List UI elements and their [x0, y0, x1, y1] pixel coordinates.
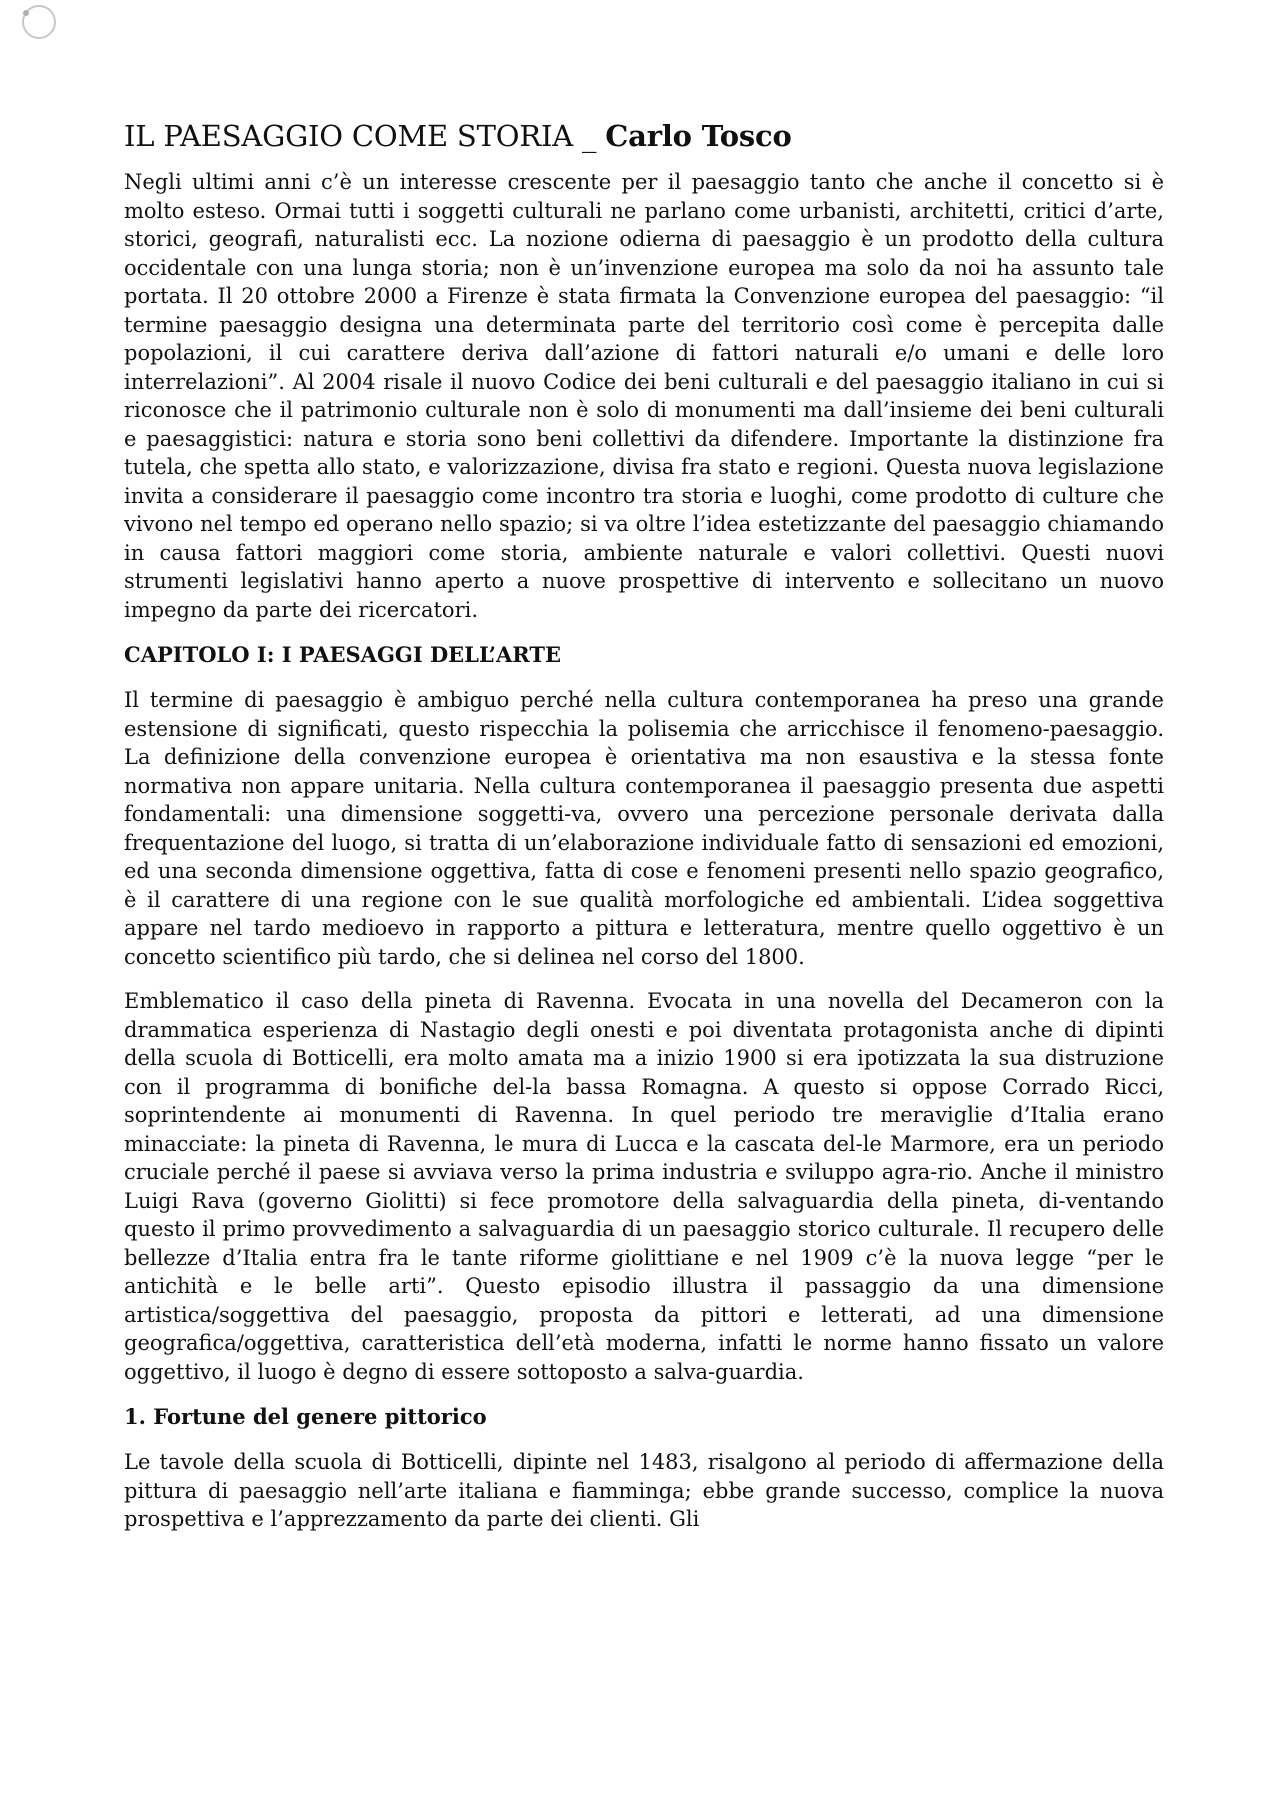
- title-main: IL PAESAGGIO COME STORIA _: [124, 119, 606, 153]
- chapter-heading: CAPITOLO I: I PAESAGGI DELL’ARTE: [124, 642, 561, 668]
- chapter-paragraph-2: Emblematico il caso della pineta di Ravenna. Evocata in una novella del Decameron con la drammatica esperienza di Nastagio degli onesti e poi diventata protagonista anche di dipinti della scuola di Botticelli, era molto amata ma a inizio 1900 si era ipotizzata la sua distruzione con il programma di bonifiche del-la bassa Romagna. A questo si oppose Corrado Ricci, soprintendente ai monumenti di Ravenna. In quel periodo tre meraviglie d’Italia erano minacciate: la pineta di Ravenna, le mura di Lucca e la cascata del-le Marmore, era un periodo cruciale perché il paese si avviava verso la prima industria e sviluppo agra-rio. Anche il ministro Luigi Rava (governo Giolitti) si fece promotore della salvaguardia della pineta, di-ventando questo il primo provvedimento a salvaguardia di un paesaggio storico culturale. Il recupero delle bellezze d’Italia entra fra le tante riforme giolittiane e nel 1909 c’è la nuova legge “per le antichità e le belle arti”. Questo episodio illustra il passaggio da una dimensione artistica/soggettiva del paesaggio, proposta da pittori e letterati, ad una dimensione geografica/oggettiva, caratteristica dell’età moderna, infatti le norme hanno fissato un valore oggettivo, il luogo è degno di essere sottoposto a salva-guardia.: [124, 989, 1164, 1384]
- intro-paragraph: Negli ultimi anni c’è un interesse crescente per il paesaggio tanto che anche il concetto si è molto esteso. Ormai tutti i soggetti culturali ne parlano come urbanisti, architetti, critici d’arte, storici, geografi, naturalisti ecc. La nozione odierna di paesaggio è un prodotto della cultura occidentale con una lunga storia; non è un’invenzione europea ma solo da noi ha assunto tale portata. Il 20 ottobre 2000 a Firenze è stata firmata la Convenzione europea del paesaggio: “il termine paesaggio designa una determinata parte del territorio così come è percepita dalle popolazioni, il cui carattere deriva dall’azione di fattori naturali e/o umani e delle loro interrelazioni”. Al 2004 risale il nuovo Codice dei beni culturali e del paesaggio italiano in cui si riconosce che il patrimonio culturale non è solo di monumenti ma dall’insieme dei beni culturali e paesaggistici: natura e storia sono beni collettivi da difendere. Importante la distinzione fra tutela, che spetta allo stato, e valorizzazione, divisa fra stato e regioni. Questa nuova legislazione invita a considerare il paesaggio come incontro tra storia e luoghi, come prodotto di culture che vivono nel tempo ed operano nello spazio; si va oltre l’idea estetizzante del paesaggio chiamando in causa fattori maggiori come storia, ambiente naturale e valori collettivi. Questi nuovi strumenti legislativi hanno aperto a nuove prospettive di intervento e sollecitano un nuovo impegno da parte dei ricercatori.: [124, 170, 1164, 622]
- section-heading: 1. Fortune del genere pittorico: [124, 1404, 487, 1430]
- section-paragraph-1: Le tavole della scuola di Botticelli, dipinte nel 1483, risalgono al periodo di affermazione della pittura di paesaggio nell’arte italiana e fiamminga; ebbe grande successo, complice la nuova prospettiva e l’apprezzamento da parte dei clienti. Gli: [124, 1450, 1164, 1532]
- document-title: [124, 118, 1164, 154]
- spinner-icon: [21, 4, 57, 40]
- title-author: Carlo Tosco: [605, 119, 792, 153]
- chapter-paragraph-1: Il termine di paesaggio è ambiguo perché nella cultura contemporanea ha preso una grande estensione di significati, questo rispecchia la polisemia che arricchisce il fenomeno-paesaggio. La definizione della convenzione europea è orientativa ma non esaustiva e la stessa fonte normativa non appare unitaria. Nella cultura contemporanea il paesaggio presenta due aspetti fondamentali: una dimensione soggetti-va, ovvero una percezione personale derivata dalla frequentazione del luogo, si tratta di un’elaborazione individuale fatto di sensazioni ed emozioni, ed una seconda dimensione oggettiva, fatta di cose e fenomeni presenti nello spazio geografico, è il carattere di una regione con le sue qualità morfologiche ed ambientali. L’idea soggettiva appare nel tardo medioevo in rapporto a pittura e letteratura, mentre quello oggettivo è un concetto scientifico più tardo, che si delinea nel corso del 1800.: [124, 688, 1164, 969]
- document-page: [124, 118, 1164, 1550]
